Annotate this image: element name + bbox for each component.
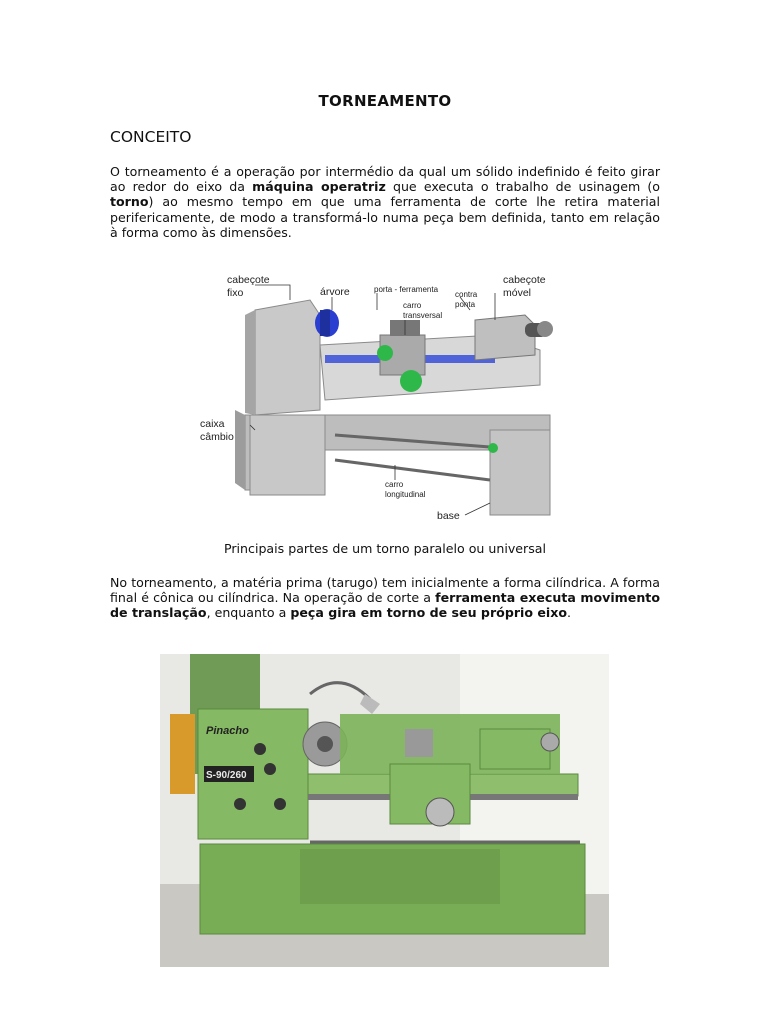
label-contra-ponta: contra — [455, 290, 478, 299]
section-heading: CONCEITO — [110, 128, 192, 146]
label-carro-transversal-2: transversal — [403, 311, 443, 320]
gearbox-cabinet — [250, 415, 325, 495]
label-carro-transversal: carro — [403, 301, 422, 310]
label-cabecote-movel-2: móvel — [503, 287, 532, 299]
right-leg — [490, 430, 550, 515]
label-arvore: árvore — [320, 286, 350, 298]
paragraph-intro: O torneamento é a operação por intermédio da qual um sólido indefinido é feito girar ao redor do eixo da máquina operatriz que executa o trabalho de usinagem (o torno) ao mesmo tempo em que uma ferramenta de corte lhe retira material perifericamente, de modo a transformá-lo numa peça bem definida, tanto em relação à forma como às dimensões. — [110, 164, 660, 240]
tailstock — [475, 315, 535, 360]
handwheel — [426, 798, 454, 826]
label-base: base — [437, 510, 460, 522]
label-cabecote-fixo-2: fixo — [227, 287, 244, 299]
label-cabecote-movel: cabeçote — [503, 274, 546, 286]
tailstock-photo — [480, 729, 550, 769]
label-carro-longitudinal-2: longitudinal — [385, 490, 426, 499]
label-caixa-cambio-2: câmbio — [200, 431, 234, 443]
label-contra-ponta-2: ponta — [455, 300, 476, 309]
page-title: TORNEAMENTO — [318, 92, 452, 110]
model-label: S-90/260 — [206, 770, 247, 781]
headstock — [255, 300, 320, 415]
figure-caption: Principais partes de um torno paralelo ou universal — [223, 541, 547, 556]
lathe-diagram — [195, 265, 565, 525]
tool-post-photo — [405, 729, 433, 757]
brand-label: Pinacho — [206, 725, 249, 737]
paragraph-operation: No torneamento, a matéria prima (tarugo) tem inicialmente a forma cilíndrica. A forma final é cônica ou cilíndrica. Na operação de corte a ferramenta executa movimento de translação, enquanto a peça gira em torno de seu próprio eixo. — [110, 575, 660, 621]
label-porta-ferramenta: porta - ferramenta — [374, 285, 439, 294]
lathe-photo — [160, 654, 609, 967]
label-carro-longitudinal: carro — [385, 480, 404, 489]
label-caixa-cambio: caixa — [200, 418, 225, 430]
label-cabecote-fixo: cabeçote — [227, 274, 270, 286]
